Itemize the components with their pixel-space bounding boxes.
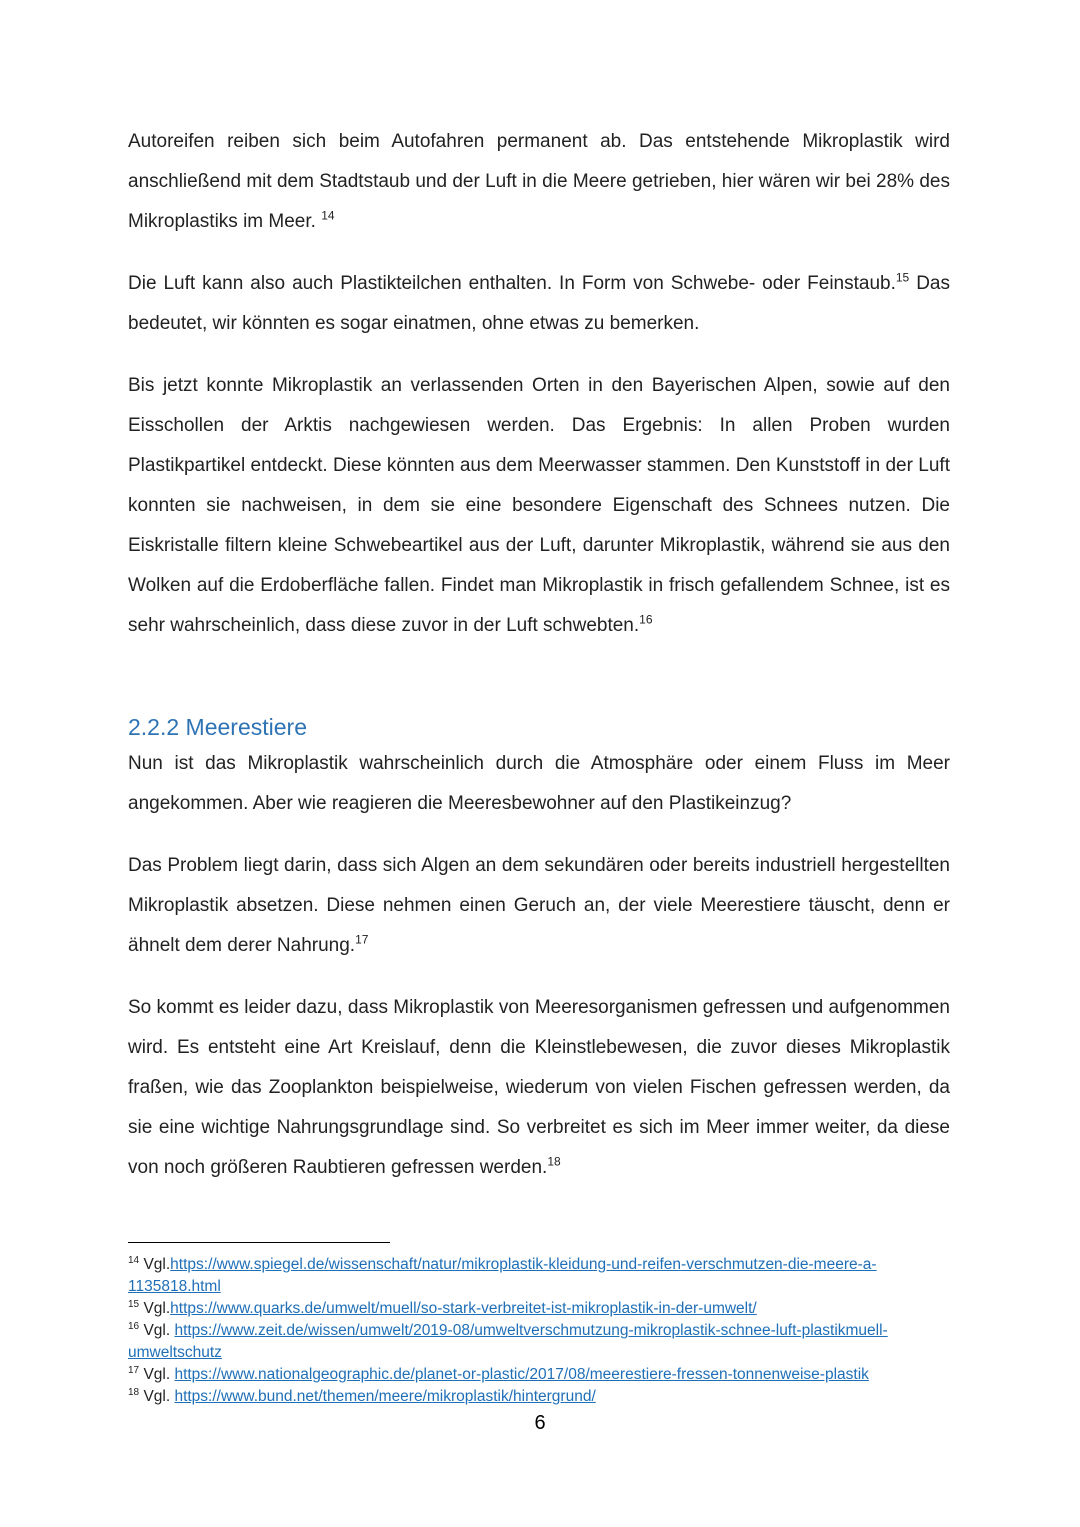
paragraph-algen-problem: Das Problem liegt darin, dass sich Algen an dem sekundären oder bereits industriell hergestellten Mikroplastik absetzen. Diese nehmen einen Geruch an, der viele Meerestiere täuscht, denn er ähnelt dem derer Nahrung.$^{17}$ <box>128 855 950 956</box>
footnote-17: $^{17}$ Vgl. https://www.nationalgeographic.de/planet-or-plastic/2017/08/meerestiere-fressen-tonnenweise-plastik <box>128 1364 869 1383</box>
footnote-separator <box>128 1242 390 1243</box>
footnote-14: $^{14}$ Vgl.https://www.spiegel.de/wissenschaft/natur/mikroplastik-kleidung-und-reifen-verschmutzen-die-meere-a-1135818.html <box>128 1254 877 1295</box>
paragraph-alpen-arktis: Bis jetzt konnte Mikroplastik an verlassenden Orten in den Bayerischen Alpen, sowie auf den Eisschollen der Arktis nachgewiesen werden. Das Ergebnis: In allen Proben wurden Plastikpartikel entdeckt. Diese könnten aus dem Meerwasser stammen. Den Kunststoff in der Luft konnten sie nachweisen, in dem sie eine besondere Eigenschaft des Schnees nutzen. Die Eiskristalle filtern kleine Schwebeartikel aus der Luft, darunter Mikroplastik, während sie aus den Wolken auf die Erdoberfläche fallen. Findet man Mikroplastik in frisch gefallendem Schnee, ist es sehr wahrscheinlich, dass diese zuvor in der Luft schwebten.$^{16}$ <box>128 375 950 636</box>
footnote-link-18[interactable]: https://www.bund.net/themen/meere/mikroplastik/hintergrund/ <box>174 1388 596 1405</box>
footnote-18: $^{18}$ Vgl. https://www.bund.net/themen/meere/mikroplastik/hintergrund/ <box>128 1386 596 1405</box>
footnote-ref-17[interactable]: 17 <box>355 932 369 947</box>
footnote-16: $^{16}$ Vgl. https://www.zeit.de/wissen/umwelt/2019-08/umweltverschmutzung-mikroplastik-schnee-luft-plastikmuell-umweltschutz <box>128 1320 888 1361</box>
paragraph-kreislauf: So kommt es leider dazu, dass Mikroplastik von Meeresorganismen gefressen und aufgenommen wird. Es entsteht eine Art Kreislauf, denn die Kleinstlebewesen, die zuvor dieses Mikroplastik fraßen, wie das Zooplankton beispielweise, wiederum von vielen Fischen gefressen werden, da sie eine wichtige Nahrungsgrundlage sind. So verbreitet es sich im Meer immer weiter, da diese von noch größeren Raubtieren gefressen werden.$^{18}$ <box>128 997 950 1178</box>
footnote-ref-14[interactable]: 14 <box>321 208 335 223</box>
footnote-link-14[interactable]: https://www.spiegel.de/wissenschaft/natur/mikroplastik-kleidung-und-reifen-verschmutzen-die-meere-a-1135818.html <box>128 1256 877 1295</box>
footnote-ref-16[interactable]: 16 <box>639 612 653 627</box>
footnote-ref-15[interactable]: 15 <box>895 270 910 285</box>
footnote-ref-18[interactable]: 18 <box>547 1154 561 1169</box>
footnote-link-17[interactable]: https://www.nationalgeographic.de/planet-or-plastic/2017/08/meerestiere-fressen-tonnenweise-plastik <box>174 1366 869 1383</box>
paragraph-autoreifen: Autoreifen reiben sich beim Autofahren permanent ab. Das entstehende Mikroplastik wird anschließend mit dem Stadtstaub und der Luft in die Meere getrieben, hier wären wir bei 28% des Mikroplastiks im Meer. $^{14}$ <box>128 131 950 232</box>
paragraph-meerestiere-intro: Nun ist das Mikroplastik wahrscheinlich durch die Atmosphäre oder einem Fluss im Meer angekommen. Aber wie reagieren die Meeresbewohner auf den Plastikeinzug? <box>128 753 950 814</box>
section-heading-meerestiere: 2.2.2 Meerestiere <box>128 714 307 740</box>
footnotes <box>128 1254 958 1408</box>
page-body <box>128 122 950 1188</box>
footnote-15: $^{15}$ Vgl.https://www.quarks.de/umwelt/muell/so-stark-verbreitet-ist-mikroplastik-in-der-umwelt/ <box>128 1298 757 1317</box>
paragraph-luft: Die Luft kann also auch Plastikteilchen enthalten. In Form von Schwebe- oder Feinstaub.$^{15}$ Das bedeutet, wir könnten es sogar einatmen, ohne etwas zu bemerken. <box>128 270 950 334</box>
footnote-link-16[interactable]: https://www.zeit.de/wissen/umwelt/2019-08/umweltverschmutzung-mikroplastik-schnee-luft-plastikmuell-umweltschutz <box>128 1322 888 1361</box>
page-number: 6 <box>534 1412 546 1434</box>
footnote-link-15[interactable]: https://www.quarks.de/umwelt/muell/so-stark-verbreitet-ist-mikroplastik-in-der-umwelt/ <box>170 1300 757 1317</box>
